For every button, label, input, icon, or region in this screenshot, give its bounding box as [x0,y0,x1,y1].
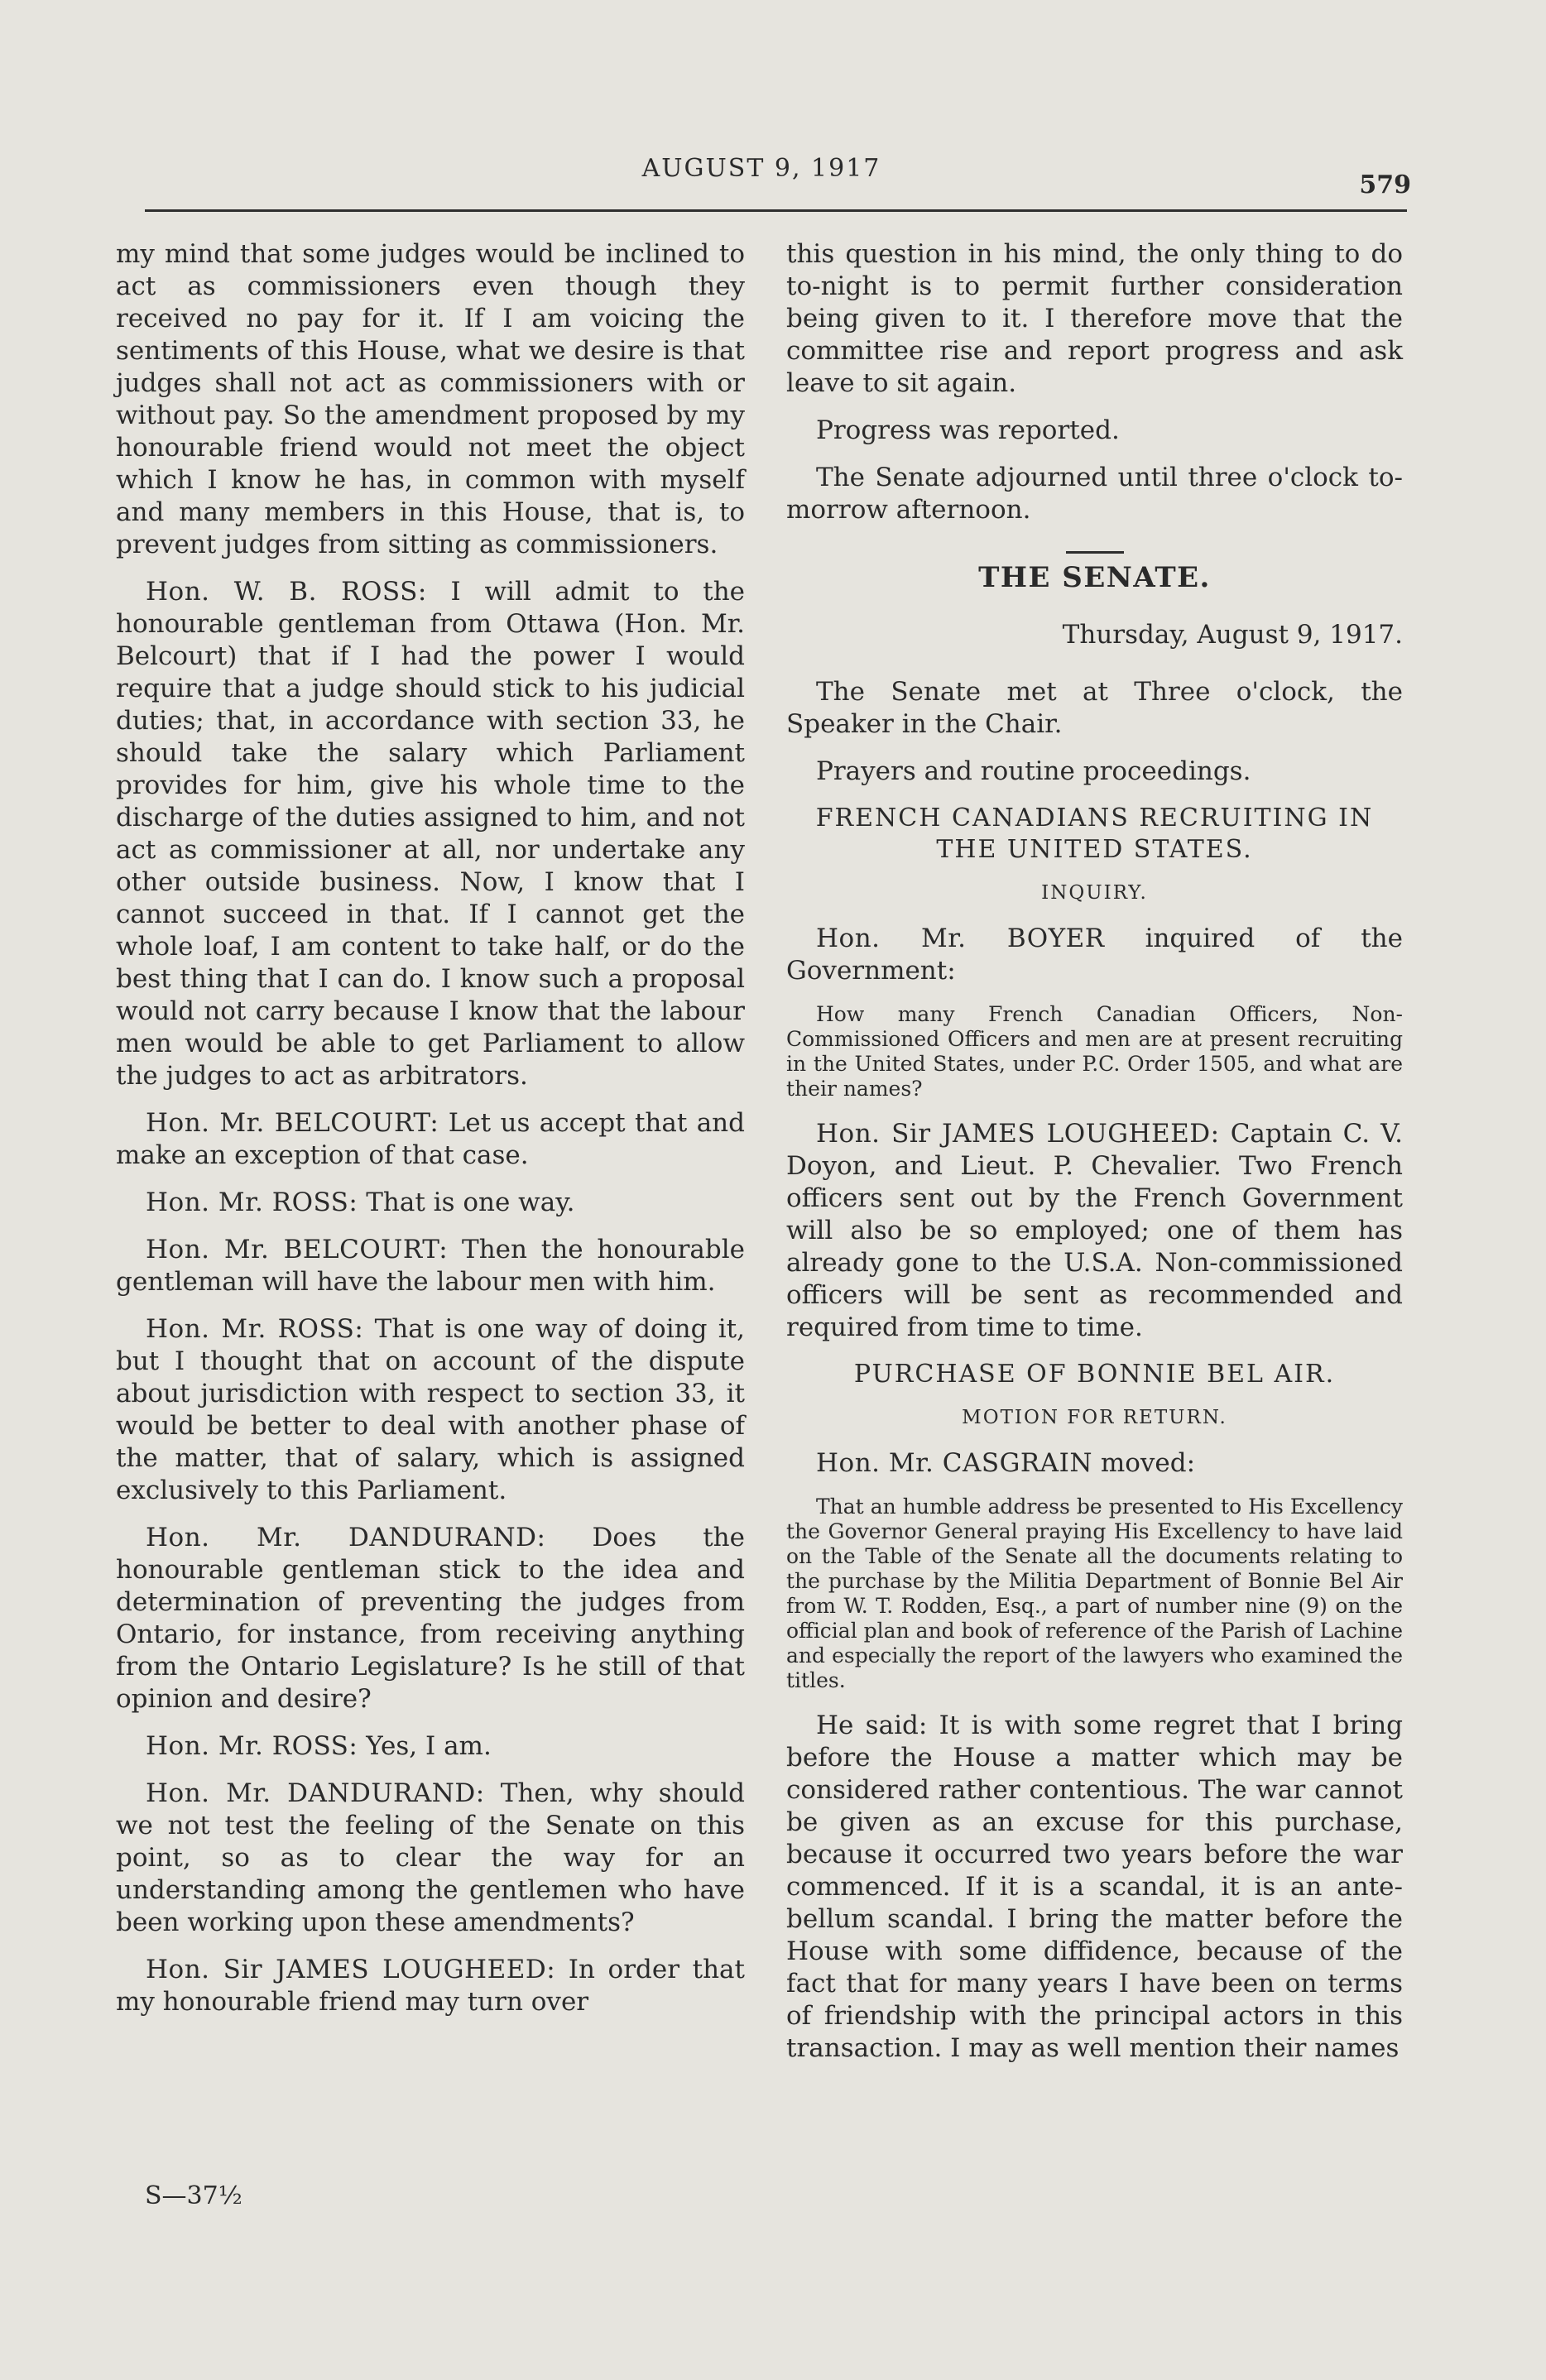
speaker-name: Hon. Mr. BOYER [816,924,1105,953]
speech-paragraph [116,1522,745,1715]
paragraph: my mind that some judges would be inclined to act as commissioners even though they received no pay for it. If I am voicing the sentiments of this House, what we desire is that judges shall not act as commissioners with or without pay. So the amendment proposed by my honourable friend would not meet the object which I know he has, in common with myself and many members in this House, that is, to prevent judges from sitting as commissioners. [116,239,745,559]
speech-paragraph [116,1187,745,1219]
running-head [116,154,1411,204]
section-heading: PURCHASE OF BONNIE BEL AIR. [853,1360,1336,1389]
senate-section-title: THE SENATE. [978,561,1211,594]
sitting-date: Thursday, August 9, 1917. [1062,620,1403,650]
inquiry-quote: How many French Canadian Officers, Non-Commissioned Officers and men are at present recruiting in the United States, under P.C. Order 1505, and what are their names? [786,1002,1403,1101]
paragraph: Progress was reported. [816,415,1120,445]
page-date-title: AUGUST 9, 1917 [641,154,881,183]
speech-text: Does the honourable gentleman stick to the idea and determination of preventing the judges from Ontario, for instance, from receiving anything from the Ontario Legislature? Is he still of that opinion and desire? [116,1523,745,1714]
speech-paragraph [116,576,745,1092]
section-divider [1066,551,1124,554]
speech-text: Then, why should we not test the feeling of the Senate on this point, so as to clear the way for an understanding among the gentlemen who have been working upon these amendments? [116,1778,745,1937]
section-subheading: MOTION FOR RETURN. [962,1407,1227,1428]
speech-text: In order that my honourable friend may turn over [116,1955,745,2017]
speech-text: moved: [1100,1448,1196,1478]
speech-paragraph [116,1234,745,1298]
speech-text: I will admit to the honourable gentleman from Ottawa (Hon. Mr. Belcourt) that if I had the power I would require that a judge should stick to his judicial duties; that, in accordance with section 33, he should take the salary which Parliament provides for him, give his whole time to the discharge of the duties assigned to him, and not act as commissioner at all, nor undertake any other outside business. Now, I know that I cannot succeed in that. If I cannot get the whole loaf, I am content to take half, or do the best thing that I can do. I know such a proposal would not carry because I know that the labour men would be able to get Parliament to allow the judges to act as arbitrators. [116,577,746,1091]
speech-paragraph [116,1778,745,1939]
speech-text: Then the honourable gentleman will have the labour men with him. [116,1235,745,1297]
header-rule [145,209,1407,212]
speaker-name: Hon. Sir JAMES LOUGHEED: [816,1119,1220,1149]
speaker-name: Hon. Mr. ROSS: [146,1731,358,1761]
speaker-name: Hon. Sir JAMES LOUGHEED: [146,1955,556,1984]
paragraph: The Senate adjourned until three o'clock to-morrow afternoon. [786,463,1403,525]
speech-text: Let us accept that and make an exception of that case. [116,1108,745,1170]
motion-quote: That an humble address be presented to His Excellency the Governor General praying His Excellency to have laid on the Table of the Senate all the documents relating to the purchase by the Militia Department of Bonnie Bel Air from W. T. Rodden, Esq., a part of number nine (9) on the official plan and book of reference of the Parish of Lachine and especially the report of the lawyers who examined the titles. [786,1495,1403,1692]
speaker-name: Hon. Mr. DANDURAND: [146,1523,546,1552]
left-column [116,238,745,2033]
speaker-name: Hon. Mr. DANDURAND: [146,1778,485,1808]
paragraph: this question in his mind, the only thing to do to-night is to permit further consideration being given to it. I therefore move that the committee rise and report progress and ask leave to sit again. [786,239,1403,398]
speech-paragraph [116,1730,745,1763]
speech-paragraph [116,1107,745,1172]
section-subheading: INQUIRY. [1041,882,1148,904]
paragraph: Prayers and routine proceedings. [816,756,1251,786]
speech-paragraph [116,1954,745,2018]
speech-paragraph [786,923,1403,987]
speaker-name: Hon. Mr. ROSS: [146,1188,358,1217]
paragraph: He said: It is with some regret that I bring before the House a matter which may be considered rather contentious. The war cannot be given as an excuse for this purchase, because it occurred two years before the war commenced. If it is a scandal, it is an ante-bellum scandal. I bring the matter before the House with some diffidence, because of the fact that for many years I have been on terms of friendship with the principal actors in this transaction. I may as well mention their names [786,1711,1403,2063]
speaker-name: Hon. Mr. CASGRAIN [816,1448,1092,1478]
speech-paragraph [786,1447,1403,1480]
speaker-name: Hon. Mr. BELCOURT: [146,1235,449,1264]
speech-text: Yes, I am. [366,1731,492,1761]
speaker-name: Hon. W. B. ROSS: [146,577,427,607]
speech-text: inquired of the Government: [786,924,1403,986]
speech-text: That is one way. [366,1188,575,1217]
speech-paragraph [786,1118,1403,1344]
speaker-name: Hon. Mr. BELCOURT: [146,1108,439,1138]
paragraph: The Senate met at Three o'clock, the Speaker in the Chair. [786,677,1403,739]
section-heading: FRENCH CANADIANS RECRUITING IN THE UNITED STATES. [815,804,1374,864]
speech-text: Captain C. V. Doyon, and Lieut. P. Chevalier. Two French officers sent out by the French Government will also be so employed; one of them has already gone to the U.S.A. Non-commissioned officers will be sent as recommended and required from time to time. [786,1119,1403,1342]
speech-paragraph [116,1313,745,1507]
page-number: 579 [1359,170,1411,199]
speech-text: That is one way of doing it, but I thought that on account of the dispute about jurisdiction with respect to section 33, it would be better to deal with another phase of the matter, that of salary, which is assigned exclusively to this Parliament. [116,1314,745,1505]
right-column [786,238,1403,2080]
speaker-name: Hon. Mr. ROSS: [146,1314,364,1344]
signature-mark: S—37½ [145,2181,242,2210]
